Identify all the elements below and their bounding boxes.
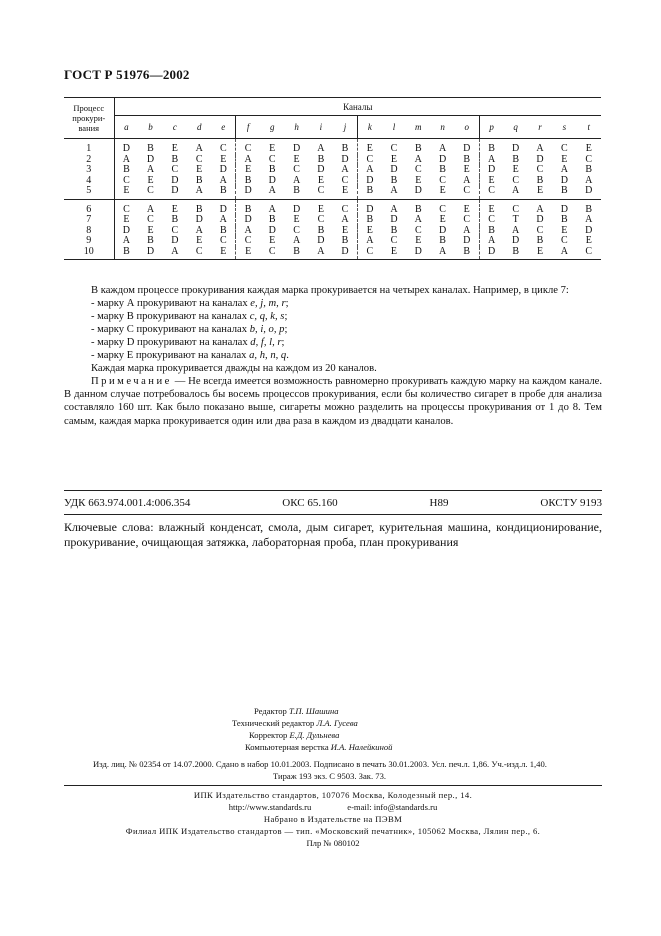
table-cell: B xyxy=(414,203,422,215)
table-cell: E xyxy=(196,235,203,246)
table-cell: C xyxy=(293,224,300,236)
table-cell: A xyxy=(219,174,227,186)
table-cell: E xyxy=(382,247,406,260)
table-cell: A xyxy=(146,203,155,215)
channel-letter: d xyxy=(187,116,211,139)
table-cell: B xyxy=(357,186,381,199)
table-cell: C xyxy=(536,224,544,236)
channel-letters-row xyxy=(64,116,601,139)
credits-block xyxy=(200,705,392,753)
table-cell: E xyxy=(333,186,357,199)
table-cell: C xyxy=(463,214,471,225)
table-cell: A xyxy=(382,186,406,199)
table-cell: E xyxy=(390,153,397,165)
table-cell: C xyxy=(219,143,227,154)
table-cell: E xyxy=(585,143,592,154)
table-cell: B xyxy=(114,247,138,260)
table-cell: C xyxy=(114,199,138,215)
table-cell: B xyxy=(439,164,446,175)
table-cell: E xyxy=(561,224,568,236)
process-number: 4 xyxy=(64,176,114,187)
table-cell: D xyxy=(463,143,471,154)
list-item: - марку Е прокуривают на каналах a, h, n, q. xyxy=(91,350,289,361)
table-cell: A xyxy=(414,214,422,225)
table-cell: B xyxy=(284,186,308,199)
process-header-line: Процесс xyxy=(73,103,105,113)
table-row xyxy=(64,176,601,187)
table-cell: D xyxy=(333,247,357,260)
table-cell: C xyxy=(357,155,381,166)
table-cell: D xyxy=(536,214,544,225)
table-cell: B xyxy=(357,215,381,226)
table-cell: E xyxy=(415,235,422,246)
group-code: Н89 xyxy=(429,497,449,509)
udk-code: УДК 663.974.001.4:006.354 xyxy=(64,497,191,509)
table-cell: A xyxy=(292,174,301,186)
table-cell: C xyxy=(479,215,503,226)
table-cell: C xyxy=(512,203,519,215)
table-cell: A xyxy=(187,186,211,199)
table-cell: A xyxy=(268,203,276,215)
table-cell: D xyxy=(536,153,544,165)
table-cell: D xyxy=(146,153,155,165)
table-cell: E xyxy=(585,235,592,246)
process-number: 5 xyxy=(64,186,114,199)
table-cell: B xyxy=(211,186,235,199)
channel-letter: m xyxy=(406,116,430,139)
table-cell: E xyxy=(528,247,552,260)
table-cell: C xyxy=(341,203,349,215)
channel-letter: p xyxy=(479,116,503,139)
process-column-header xyxy=(64,98,114,139)
table-cell: E xyxy=(211,247,235,260)
note-text: — Не всегда имеется возможность равномерно прокуривать каждую марку на каждом канале. В данном случае потребовалось бы восемь процессов прокуривания, если бы количество сигарет в пробе для анализа составляло 160 шт. Как было показано выше, сигареты можно разделить на процессы прокуривания от 1 до 8. Тем самым, каждая марка прокуривается один или два раза в каждом из двадцати каналов. xyxy=(64,376,602,427)
table-cell: E xyxy=(114,186,138,199)
table-cell: D xyxy=(236,215,260,226)
table-cell: D xyxy=(406,186,430,199)
credit-layout: Компьютерная верстка И.А. Налейкиной xyxy=(245,742,393,752)
table-cell: D xyxy=(390,214,398,225)
table-cell: D xyxy=(195,214,203,225)
table-cell: A xyxy=(114,155,138,166)
table-cell: C xyxy=(147,214,154,225)
table-cell: E xyxy=(147,224,154,236)
table-cell: E xyxy=(512,164,519,175)
credit-editor: Редактор Т.П. Шашина xyxy=(254,706,339,716)
table-cell: A xyxy=(536,143,544,154)
table-cell: B xyxy=(147,235,154,246)
table-cell: E xyxy=(317,174,324,186)
process-number: 7 xyxy=(64,215,114,226)
table-cell: B xyxy=(552,186,576,199)
table-cell: A xyxy=(317,143,325,154)
table-cell: D xyxy=(292,143,301,154)
channel-letter: n xyxy=(430,116,454,139)
channel-letter: i xyxy=(309,116,333,139)
publication-run: Тираж 193 экз. С 9503. Зак. 73. xyxy=(273,771,387,781)
table-cell: C xyxy=(171,224,179,236)
publication-info xyxy=(93,758,603,782)
table-cell: C xyxy=(414,224,422,236)
table-cell: D xyxy=(463,235,471,246)
table-cell: B xyxy=(561,214,568,225)
table-cell: E xyxy=(479,176,503,187)
table-cell: B xyxy=(195,174,203,186)
table-cell: C xyxy=(236,236,260,247)
table-cell: C xyxy=(138,186,162,199)
list-item: - марку В прокуривают на каналах c, q, k, s; xyxy=(91,311,288,322)
table-cell: A xyxy=(292,235,301,246)
table-cell: A xyxy=(236,155,260,166)
note-paragraph xyxy=(64,375,602,428)
channel-letter: h xyxy=(284,116,308,139)
page-header-title: ГОСТ Р 51976—2002 xyxy=(64,67,190,82)
table-cell: A xyxy=(552,247,576,260)
table-row xyxy=(64,155,601,166)
table-cell: A xyxy=(479,236,503,247)
table-cell: A xyxy=(309,247,333,260)
process-header-line: вания xyxy=(78,123,100,133)
table-cell: E xyxy=(528,186,552,199)
table-cell: B xyxy=(479,226,503,237)
table-cell: T xyxy=(512,214,519,225)
table-cell: A xyxy=(439,143,447,154)
table-cell: E xyxy=(293,214,300,225)
table-cell: E xyxy=(269,235,276,246)
table-cell: D xyxy=(114,139,138,155)
table-cell: A xyxy=(536,203,544,215)
table-cell: E xyxy=(341,224,349,236)
table-cell: C xyxy=(195,153,203,165)
table-cell: A xyxy=(560,164,568,175)
process-number: 2 xyxy=(64,155,114,166)
table-cell: E xyxy=(463,164,470,175)
credit-corrector: Корректор Е.Д. Дульнева xyxy=(249,730,340,740)
table-cell: B xyxy=(171,214,179,225)
table-cell: D xyxy=(479,165,503,176)
process-number: 9 xyxy=(64,236,114,247)
table-cell: D xyxy=(406,247,430,260)
table-cell: C xyxy=(390,235,398,246)
table-cell: B xyxy=(284,247,308,260)
channel-letter: j xyxy=(333,116,357,139)
table-cell: B xyxy=(219,224,227,236)
table-cell: A xyxy=(357,236,381,247)
note-label: Примечание xyxy=(91,376,172,387)
channel-letter: t xyxy=(577,116,601,139)
table-cell: C xyxy=(479,186,503,199)
table-cell: E xyxy=(439,214,446,225)
table-cell: D xyxy=(341,153,349,165)
table-cell: D xyxy=(439,224,447,236)
process-number: 8 xyxy=(64,226,114,237)
table-cell: D xyxy=(585,224,593,236)
table-cell: A xyxy=(341,164,349,175)
table-cell: D xyxy=(317,235,325,246)
table-row xyxy=(64,226,601,237)
table-cell: C xyxy=(341,174,349,186)
table-cell: C xyxy=(317,214,325,225)
okstu-code: ОКСТУ 9193 xyxy=(540,497,602,509)
table-cell: E xyxy=(293,153,300,165)
smoking-plan-table xyxy=(64,97,601,260)
list-item: - марку А прокуривают на каналах e, j, m, r; xyxy=(91,298,289,309)
table-cell: B xyxy=(585,164,593,175)
table-cell: E xyxy=(114,215,138,226)
table-cell: D xyxy=(236,186,260,199)
table-cell: D xyxy=(138,247,162,260)
table-cell: C xyxy=(357,247,381,260)
table-cell: A xyxy=(195,143,203,154)
table-cell: B xyxy=(171,153,179,165)
table-cell: A xyxy=(414,153,422,165)
table-cell: D xyxy=(171,235,179,246)
table-cell: B xyxy=(463,153,471,165)
table-cell: E xyxy=(479,199,503,215)
table-cell: B xyxy=(390,174,398,186)
table-cell: B xyxy=(455,247,479,260)
table-cell: E xyxy=(220,153,227,165)
table-cell: B xyxy=(195,203,203,215)
channel-letter: o xyxy=(455,116,479,139)
table-cell: A xyxy=(512,224,520,236)
plan-table-body xyxy=(64,139,601,260)
table-cell: A xyxy=(260,186,284,199)
table-cell: D xyxy=(268,174,276,186)
table-cell: E xyxy=(357,226,381,237)
imprint-typeset: Набрано в Издательстве на ПЭВМ xyxy=(263,814,403,824)
table-cell: B xyxy=(268,214,276,225)
list-item: - марку D прокуривают на каналах d, f, l, r; xyxy=(91,337,285,348)
channel-letter: b xyxy=(138,116,162,139)
table-cell: C xyxy=(268,153,276,165)
table-cell: B xyxy=(147,143,154,154)
channel-letter: s xyxy=(552,116,576,139)
table-cell: D xyxy=(357,176,381,187)
table-cell: E xyxy=(236,165,260,176)
process-number: 3 xyxy=(64,165,114,176)
table-cell: B xyxy=(268,164,276,175)
table-row xyxy=(64,236,601,247)
channel-letter: c xyxy=(163,116,187,139)
divider-line xyxy=(64,785,602,786)
table-cell: C xyxy=(561,143,568,154)
table-cell: E xyxy=(196,164,203,175)
table-cell: E xyxy=(561,153,568,165)
table-cell: C xyxy=(577,247,601,260)
table-cell: C xyxy=(309,186,333,199)
table-cell: A xyxy=(236,226,260,237)
table-cell: B xyxy=(439,235,446,246)
table-cell: B xyxy=(317,153,325,165)
table-cell: C xyxy=(439,203,446,215)
imprint-block xyxy=(64,789,602,849)
channel-letter: f xyxy=(236,116,260,139)
table-cell: B xyxy=(317,224,325,236)
table-row xyxy=(64,199,601,215)
table-cell: C xyxy=(260,247,284,260)
table-cell: D xyxy=(479,247,503,260)
table-cell: D xyxy=(219,164,227,175)
imprint-contacts xyxy=(64,801,602,813)
publication-line: Изд. лиц. № 02354 от 14.07.2000. Сдано в набор 10.01.2003. Подписано в печать 30.01.2003. Усл. печ.л. 1,86. Уч.-изд.л. 1,40. xyxy=(93,759,547,769)
imprint-license: Плр № 080102 xyxy=(306,838,360,848)
table-cell: D xyxy=(268,224,276,236)
table-cell: B xyxy=(479,139,503,155)
table-cell: D xyxy=(512,143,520,154)
table-cell: A xyxy=(341,214,349,225)
channel-letter: e xyxy=(211,116,235,139)
table-cell: C xyxy=(414,164,422,175)
table-cell: B xyxy=(341,143,349,154)
table-cell: C xyxy=(219,235,227,246)
table-cell: B xyxy=(390,224,398,236)
list-item: - марку С прокуривают на каналах b, i, o, p; xyxy=(91,324,288,335)
table-cell: E xyxy=(171,143,178,154)
channels-header: Каналы xyxy=(114,98,601,116)
table-cell: A xyxy=(585,214,593,225)
table-cell: D xyxy=(114,226,138,237)
table-cell: A xyxy=(357,165,381,176)
table-cell: D xyxy=(163,186,187,199)
table-cell: D xyxy=(292,203,301,215)
table-cell: C xyxy=(171,164,179,175)
channel-letter: k xyxy=(357,116,381,139)
table-cell: E xyxy=(317,203,324,215)
table-cell: A xyxy=(146,164,155,175)
table-cell: B xyxy=(341,235,349,246)
table-cell: D xyxy=(357,199,381,215)
table-row xyxy=(64,186,601,199)
table-cell: C xyxy=(455,186,479,199)
divider-line xyxy=(64,514,602,515)
table-cell: E xyxy=(415,174,422,186)
credit-tech-editor: Технический редактор Л.А. Гусева xyxy=(232,718,358,728)
table-cell: E xyxy=(463,203,470,215)
channel-letter: g xyxy=(260,116,284,139)
table-cell: C xyxy=(390,143,398,154)
table-cell: A xyxy=(463,174,471,186)
table-cell: A xyxy=(163,247,187,260)
process-number: 6 xyxy=(64,199,114,215)
table-cell: A xyxy=(114,236,138,247)
table-cell: D xyxy=(171,174,179,186)
channel-letter: r xyxy=(528,116,552,139)
table-cell: A xyxy=(219,214,227,225)
imprint-publisher: ИПК Издательство стандартов, 107076 Москва, Колодезный пер., 14. xyxy=(193,790,473,800)
table-cell: C xyxy=(561,235,568,246)
table-cell: B xyxy=(536,174,544,186)
table-cell: D xyxy=(512,235,520,246)
table-cell: B xyxy=(236,176,260,187)
process-number: 10 xyxy=(64,247,114,260)
table-cell: C xyxy=(439,174,446,186)
classification-codes xyxy=(64,497,602,509)
notes-intro: В каждом процессе прокуривания каждая марка прокуривается на четырех каналах. Например, в цикле 7: xyxy=(91,285,569,296)
table-cell: D xyxy=(560,174,568,186)
table-cell: C xyxy=(236,139,260,155)
table-cell: D xyxy=(219,203,227,215)
table-cell: B xyxy=(536,235,544,246)
table-cell: E xyxy=(269,143,276,154)
table-cell: B xyxy=(512,153,519,165)
table-cell: A xyxy=(430,247,454,260)
table-cell: B xyxy=(414,143,422,154)
table-cell: D xyxy=(560,203,568,215)
table-cell: E xyxy=(236,247,260,260)
channel-letter: q xyxy=(504,116,528,139)
table-cell: E xyxy=(430,186,454,199)
notes-list xyxy=(91,297,603,362)
table-row xyxy=(64,165,601,176)
table-cell: A xyxy=(504,186,528,199)
table-cell: B xyxy=(114,165,138,176)
table-cell: D xyxy=(317,164,325,175)
table-cell: B xyxy=(236,199,260,215)
table-cell: A xyxy=(585,174,593,186)
table-cell: C xyxy=(187,247,211,260)
notes-closing: Каждая марка прокуривается дважды на каждом из 20 каналов. xyxy=(91,363,377,374)
imprint-printer: Филиал ИПК Издательство стандартов — тип. «Московский печатник», 105062 Москва, Лялин пер., 6. xyxy=(125,826,541,836)
table-row xyxy=(64,247,601,260)
table-row xyxy=(64,215,601,226)
table-cell: A xyxy=(195,224,203,236)
table-row xyxy=(64,139,601,155)
process-header-line: прокури- xyxy=(72,113,106,123)
table-cell: C xyxy=(114,176,138,187)
email-link[interactable]: e-mail: info@standards.ru xyxy=(347,802,438,812)
table-cell: E xyxy=(171,203,178,215)
table-cell: D xyxy=(439,153,447,165)
oks-code: ОКС 65.160 xyxy=(282,497,338,509)
keywords-paragraph: Ключевые слова: влажный конденсат, смола, дым сигарет, курительная машина, кондиционирование, прокуривание, очищающая затяжка, лабораторная проба, план прокуривания xyxy=(64,520,602,549)
table-cell: E xyxy=(357,139,381,155)
channel-letter: a xyxy=(114,116,138,139)
table-cell: A xyxy=(390,203,398,215)
table-cell: C xyxy=(293,164,300,175)
table-cell: C xyxy=(585,153,593,165)
table-cell: C xyxy=(536,164,544,175)
table-cell: B xyxy=(504,247,528,260)
table-cell: A xyxy=(479,155,503,166)
website-link[interactable]: http://www.standards.ru xyxy=(228,802,312,812)
table-cell: C xyxy=(512,174,519,186)
divider-line xyxy=(64,490,602,491)
table-cell: D xyxy=(577,186,601,199)
table-cell: D xyxy=(390,164,398,175)
channel-letter: l xyxy=(382,116,406,139)
table-cell: E xyxy=(147,174,154,186)
table-cell: B xyxy=(585,203,593,215)
table-cell: A xyxy=(463,224,471,236)
process-number: 1 xyxy=(64,139,114,155)
notes-block xyxy=(91,284,603,375)
